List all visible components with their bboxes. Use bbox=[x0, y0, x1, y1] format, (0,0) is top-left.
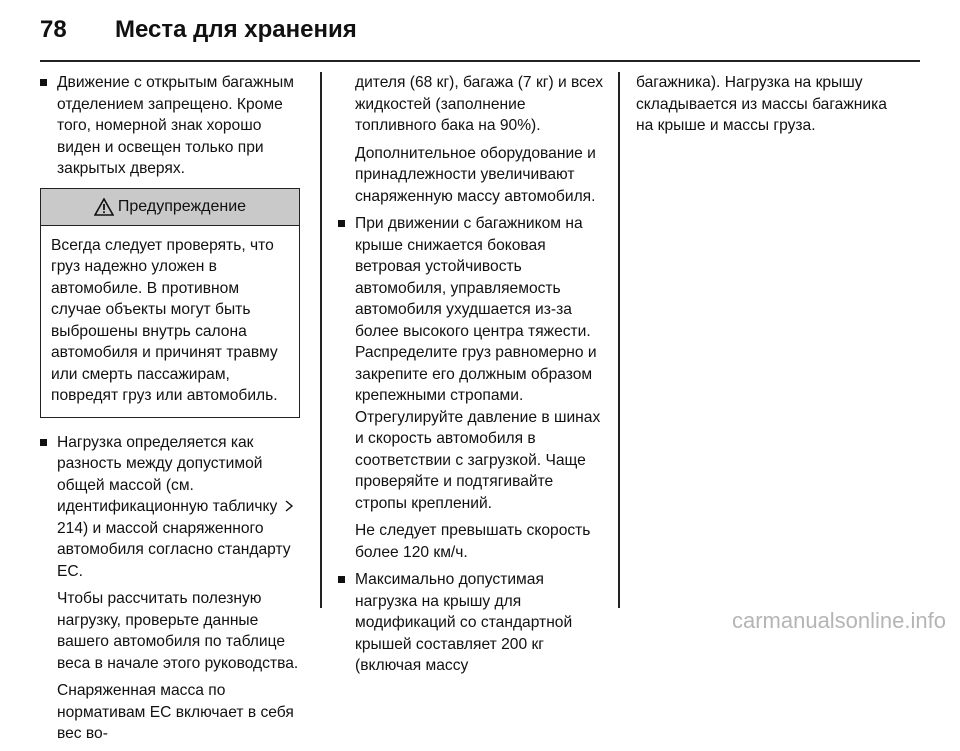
bullet-text: При движении с багажником на крыше снижается боковая ветровая устойчивость автомобиля, управляемость автомобиля ухудшается из-за более высокого центра тяжести. Распределите груз равномерно и закрепите его должным образом крепежными стропами. Отрегулируйте давление в шинах и скорость автомобиля в соответствии с загрузкой. Чаще проверяйте и подтягивайте стропы креплений. bbox=[355, 215, 601, 512]
warning-text: Всегда следует проверять, что груз надежно уложен в автомобиле. В противном случае объекты могут быть выброшены внутрь салона автомобиля и причинят травму или смерть пассажирам, повредят груз или автомобиль. bbox=[51, 236, 278, 404]
paragraph-extra-equipment: Дополнительное оборудование и принадлежности увеличивают снаряженную массу автомобиля. bbox=[355, 144, 596, 205]
bullet-text: Движение с открытым багажным отделением запрещено. Кроме того, номерной знак хорошо виден и освещен только при закрытых дверях. bbox=[57, 74, 294, 177]
page-reference-link[interactable]: 214 bbox=[57, 519, 84, 537]
page-number: 78 bbox=[40, 16, 67, 43]
bullet-item-roof-rack bbox=[338, 213, 608, 514]
bullet-square-icon bbox=[40, 79, 47, 86]
bullet-square-icon bbox=[338, 576, 345, 583]
header-divider bbox=[40, 60, 920, 62]
bullet-item-roof-load bbox=[338, 569, 608, 677]
watermark: carmanualsonline.info bbox=[731, 608, 946, 633]
paragraph-continued: дителя (68 кг), багажа (7 кг) и всех жидкостей (заполнение топливного бака на 90%). bbox=[355, 74, 604, 134]
paragraph-continued: багажника). Нагрузка на крышу складывается из массы багажника на крыше и массы груза. bbox=[636, 74, 887, 134]
warning-header bbox=[41, 189, 299, 226]
text-column-2 bbox=[338, 72, 608, 683]
page-reference-arrow-icon bbox=[284, 500, 294, 512]
bullet-square-icon bbox=[338, 220, 345, 227]
text-column-1 bbox=[40, 72, 304, 751]
paragraph-payload-calc: Чтобы рассчитать полезную нагрузку, проверьте данные вашего автомобиля по таблице веса в начале этого руководства. bbox=[57, 590, 299, 672]
paragraph-speed-limit: Не следует превышать скорость более 120 км/ч. bbox=[355, 522, 591, 561]
bullet-item-trunk-open bbox=[40, 72, 304, 180]
warning-box bbox=[40, 188, 300, 418]
warning-title: Предупреждение bbox=[117, 197, 247, 215]
bullet-text-part: Нагрузка определяется как разность между допустимой общей массой (см. идентификационную табличку bbox=[57, 433, 278, 515]
column-divider-left bbox=[320, 72, 322, 608]
text-column-3 bbox=[636, 72, 906, 143]
bullet-square-icon bbox=[40, 439, 47, 446]
page-header bbox=[0, 0, 960, 60]
chapter-title: Места для хранения bbox=[115, 16, 357, 43]
paragraph-curb-weight: Снаряженная масса по нормативам ЕС включает в себя вес во- bbox=[57, 682, 294, 742]
bullet-text: Максимально допустимая нагрузка на крышу для модификаций со стандартной крышей составляет 200 кг (включая массу bbox=[355, 571, 573, 674]
bullet-item-load-definition bbox=[40, 432, 304, 583]
warning-triangle-icon bbox=[94, 198, 114, 216]
bullet-text-part: ) и массой снаряженного автомобиля согласно стандарту ЕС. bbox=[57, 519, 291, 580]
column-divider-right bbox=[618, 72, 620, 608]
